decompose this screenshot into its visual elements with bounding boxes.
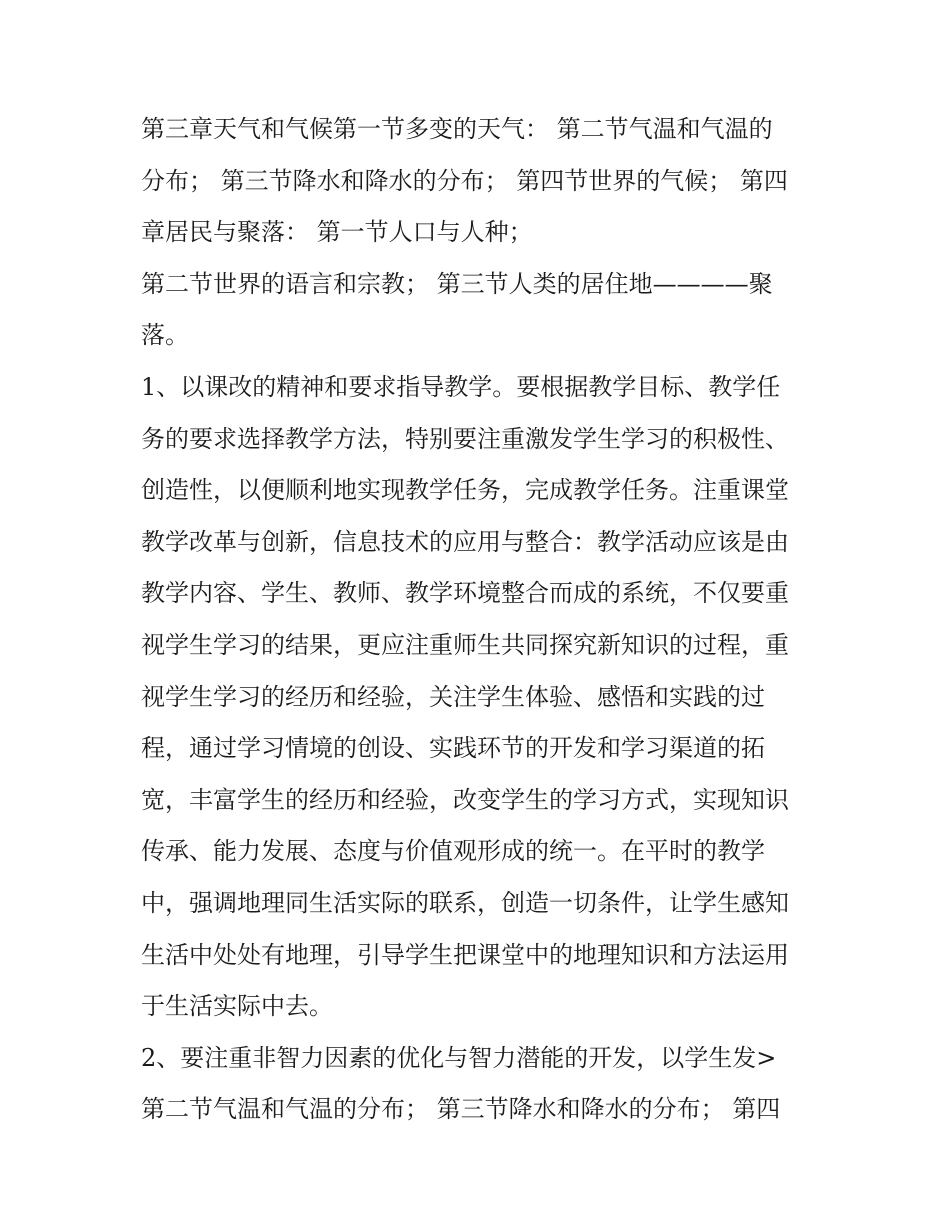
text-line: 视学生学习的经历和经验，关注学生体验、感悟和实践的过 [141,682,765,711]
text-line: 于生活实际中去。 [141,992,333,1021]
text-line: 章居民与聚落： 第一节人口与人种； [141,218,533,247]
text-line: 1、以课改的精神和要求指导教学。要根据教学目标、教学任 [141,372,781,401]
text-line: 生活中处处有地理，引导学生把课堂中的地理知识和方法运用 [141,940,789,969]
text-line: 教学改革与创新，信息技术的应用与整合：教学活动应该是由 [141,527,789,556]
text-line: 第三章天气和气候第一节多变的天气： 第二节气温和气温的 [141,115,773,143]
text-line: 第二节气温和气温的分布； 第三节降水和降水的分布； 第四 [141,1095,781,1124]
text-line: 程，通过学习情境的创设、实践环节的开发和学习渠道的拓 [141,734,765,763]
text-line: 务的要求选择教学方法，特别要注重激发学生学习的积极性、 [141,424,789,453]
text-line: 落。 [141,321,189,350]
text-line: 创造性，以便顺利地实现教学任务，完成教学任务。注重课堂 [141,476,789,505]
text-line: 宽，丰富学生的经历和经验，改变学生的学习方式，实现知识 [141,785,789,814]
text-line: 教学内容、学生、教师、教学环境整合而成的系统，不仅要重 [141,579,789,608]
text-line: 中，强调地理同生活实际的联系，创造一切条件，让学生感知 [141,888,789,917]
text-line: 传承、能力发展、态度与价值观形成的统一。在平时的教学 [141,837,765,866]
text-line: 分布； 第三节降水和降水的分布； 第四节世界的气候； 第四 [141,166,788,195]
text-line: 2、要注重非智力因素的优化与智力潜能的开发，以学生发> [141,1043,777,1072]
document-page [141,104,816,1136]
text-line: 第二节世界的语言和宗教； 第三节人类的居住地————聚 [141,269,773,298]
text-line: 视学生学习的结果，更应注重师生共同探究新知识的过程，重 [141,630,789,659]
